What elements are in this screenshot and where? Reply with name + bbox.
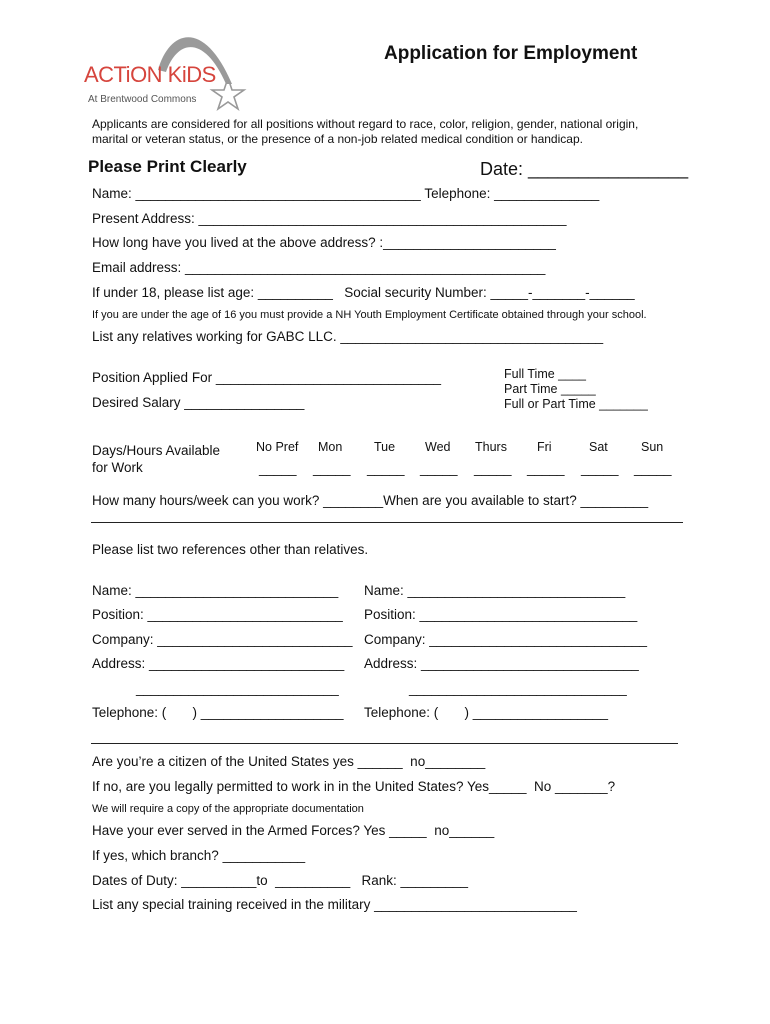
- ref2-name-field[interactable]: Name: _____________________________: [364, 583, 626, 598]
- ref2-position-field[interactable]: Position: _____________________________: [364, 607, 638, 622]
- ref1-name-field[interactable]: Name: ___________________________: [92, 583, 339, 598]
- disclaimer-line-2: marital or veteran status, or the presence of a non-job related medical condition or handicap.: [92, 132, 583, 146]
- section-divider: [91, 522, 683, 523]
- day-blank-sun[interactable]: _____: [634, 461, 672, 476]
- armed-forces-field[interactable]: Have your ever served in the Armed Forces? Yes _____ no______: [92, 823, 495, 838]
- day-thurs: Thurs: [475, 440, 507, 454]
- days-label-line-1: Days/Hours Available: [92, 443, 221, 458]
- ref2-address-line-2[interactable]: _____________________________: [409, 681, 627, 696]
- hours-week-field[interactable]: How many hours/week can you work? ________When are you available to start? _________: [92, 493, 649, 508]
- branch-field[interactable]: If yes, which branch? ___________: [92, 848, 306, 863]
- day-blank-thurs[interactable]: _____: [474, 461, 512, 476]
- position-applied-field[interactable]: Position Applied For ______________________________: [92, 370, 442, 385]
- day-blank-fri[interactable]: _____: [527, 461, 565, 476]
- citizen-field[interactable]: Are you’re a citizen of the United States yes ______ no________: [92, 754, 486, 769]
- ref1-address-line-2[interactable]: ___________________________: [136, 681, 339, 696]
- day-tue: Tue: [374, 440, 396, 454]
- desired-salary-field[interactable]: Desired Salary ________________: [92, 395, 305, 410]
- page-title: Application for Employment: [384, 43, 638, 64]
- day-blank-mon[interactable]: _____: [313, 461, 351, 476]
- disclaimer-line-1: Applicants are considered for all positions without regard to race, color, religion, gender, national origin,: [92, 117, 639, 131]
- how-long-field[interactable]: How long have you lived at the above address? :_______________________: [92, 235, 556, 250]
- ref1-company-field[interactable]: Company: __________________________: [92, 632, 353, 647]
- ref1-address-field[interactable]: Address: __________________________: [92, 656, 345, 671]
- full-or-part-field[interactable]: Full or Part Time _______: [504, 397, 648, 411]
- special-training-field[interactable]: List any special training received in the military ___________________________: [92, 897, 577, 912]
- section-divider-2: [91, 743, 678, 744]
- ref1-position-field[interactable]: Position: __________________________: [92, 607, 343, 622]
- dates-of-duty-field[interactable]: Dates of Duty: __________to __________ Rank: _________: [92, 873, 469, 888]
- day-blank-no-pref[interactable]: _____: [259, 461, 297, 476]
- ref2-company-field[interactable]: Company: _____________________________: [364, 632, 648, 647]
- day-sat: Sat: [589, 440, 608, 454]
- email-field[interactable]: Email address: ________________________________________________: [92, 260, 546, 275]
- day-no-pref: No Pref: [256, 440, 299, 454]
- ref1-telephone-field[interactable]: Telephone: ( ) ___________________: [92, 705, 344, 720]
- logo-wordmark: ACTiON KiDS: [84, 62, 216, 87]
- day-mon: Mon: [318, 440, 343, 454]
- day-fri: Fri: [537, 440, 552, 454]
- ref2-telephone-field[interactable]: Telephone: ( ) __________________: [364, 705, 608, 720]
- day-blank-tue[interactable]: _____: [367, 461, 405, 476]
- references-intro: Please list two references other than relatives.: [92, 542, 369, 557]
- age-ssn-field[interactable]: If under 18, please list age: __________ Social security Number: _____-_______-______: [92, 285, 635, 300]
- part-time-field[interactable]: Part Time _____: [504, 382, 596, 396]
- days-label-line-2: for Work: [92, 460, 143, 475]
- name-telephone-field[interactable]: Name: ______________________________________ Telephone: ______________: [92, 186, 600, 201]
- present-address-field[interactable]: Present Address: _________________________________________________: [92, 211, 567, 226]
- day-sun: Sun: [641, 440, 664, 454]
- day-blank-sat[interactable]: _____: [581, 461, 619, 476]
- day-wed: Wed: [425, 440, 451, 454]
- documentation-notice: We will require a copy of the appropriate documentation: [92, 803, 364, 815]
- full-time-field[interactable]: Full Time ____: [504, 367, 586, 381]
- nh-youth-notice: If you are under the age of 16 you must provide a NH Youth Employment Certificate obtained through your school.: [92, 309, 647, 321]
- logo-tagline: At Brentwood Commons: [88, 94, 197, 105]
- ref2-address-field[interactable]: Address: _____________________________: [364, 656, 639, 671]
- print-clearly-heading: Please Print Clearly: [88, 157, 247, 176]
- date-field[interactable]: Date: ________________: [480, 159, 689, 179]
- day-blank-wed[interactable]: _____: [420, 461, 458, 476]
- relatives-field[interactable]: List any relatives working for GABC LLC. ___________________________________: [92, 329, 604, 344]
- permitted-field[interactable]: If no, are you legally permitted to work in in the United States? Yes_____ No _______?: [92, 779, 616, 794]
